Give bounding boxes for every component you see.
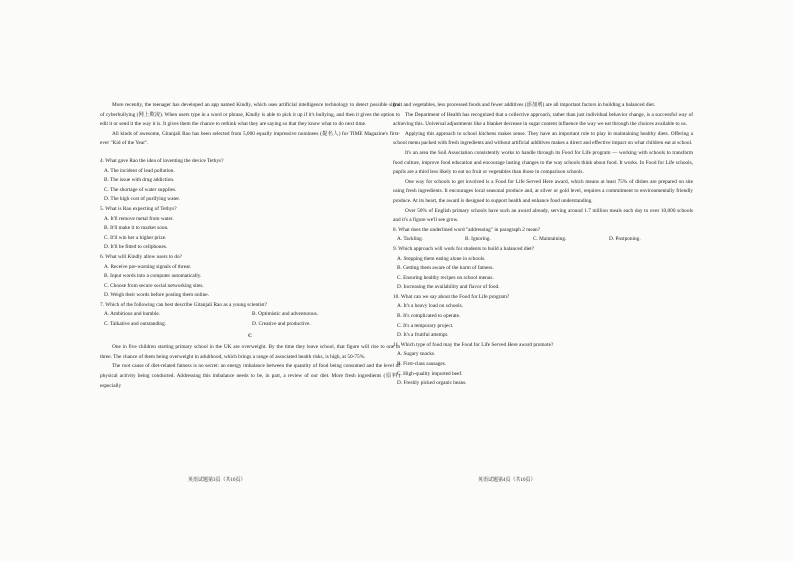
answer-option: D. It's a fruitful attempt. [397, 332, 449, 339]
answer-option: C. High-quality imported beef. [397, 370, 463, 377]
question-list [100, 157, 400, 301]
answer-option: C. It'll win her a higher prize. [104, 234, 167, 241]
answer-option: D. Weigh their words before posting them online. [104, 292, 209, 299]
question-stem: 6. What will Kindly allow users to do? [100, 253, 182, 260]
answer-option: A. The incident of lead pollution. [104, 167, 175, 174]
passage-paragraph: It's an area the Soil Association consistently works to handle through its Food for Life program — working with schools to transform food culture, improve food education and encourage lasting changes to the way schools think about food. It works. In Food for Life schools, pupils are a third less likely to eat no fruit or vegetables than those in comparison schools. [393, 149, 693, 176]
question-block [100, 301, 400, 330]
passage-paragraph: Over 50% of English primary schools have such an award already, serving around 1.7 million meals each day to over 10,000 schools and it's a figure we'll see grow. [393, 207, 693, 224]
page-footer: 英语试题第4页（共10页） [478, 478, 536, 483]
section-heading: C [248, 332, 252, 339]
passage-paragraph: Applying this approach to school kitchens makes sense. They have an important role to play in maintaining healthy diets. Offering a school menu packed with fresh ingredients and without artificial additives makes a direct and effective impact on what children eat at school. [393, 130, 693, 147]
question-block [100, 205, 400, 253]
answer-option: B. It'll make it to market soon. [104, 225, 169, 232]
answer-option: C. The shortage of water supplies. [104, 186, 177, 193]
answer-option: C. Ensuring healthy recipes on school menus. [397, 274, 494, 281]
question-stem: 8. What does the underlined word "addressing" in paragraph 2 mean? [393, 226, 541, 233]
answer-option: D. It'll be fitted to cellphones. [104, 244, 168, 251]
answer-option: B. Ignoring. [465, 236, 491, 243]
answer-option: A. Stopping them eating alone in schools. [397, 255, 486, 262]
answer-option: B. Getting them aware of the harm of fatness. [397, 265, 494, 272]
question-stem: 9. Which approach will work for students to build a balanced diet? [393, 245, 535, 252]
answer-option: B. It's complicated to operate. [397, 313, 461, 320]
answer-option: C. It's a temporary project. [397, 322, 454, 329]
question-stem: 7. Which of the following can best describe Gitanjali Rao as a young scientist? [100, 301, 268, 308]
question-block [100, 253, 400, 301]
question-list [393, 245, 693, 389]
passage-paragraph: One in five children starting primary school in the UK are overweight. By the time they leave school, that figure will rise to one in three. The chance of them being overweight in adulthood, which brings a range of associated health risks, is high, at 50-75%. [100, 344, 400, 360]
answer-option: A. Receive pre-warning signals of threat. [104, 263, 192, 270]
answer-option: D. The high cost of purifying water. [104, 196, 181, 203]
answer-option: B. Input words into a computer automatically. [104, 273, 202, 280]
passage-paragraph: One way for schools to get involved is a Food for Life Served Here award, which means at least 75% of dishes are prepared on site using fresh ingredients. It encourages local seasonal produce and, at silver or gold level, requires a commitment to environmentally friendly produce. At its heart, the award is designed to support health and enhance food understanding. [393, 178, 693, 204]
left-page [100, 0, 400, 391]
right-page [393, 0, 693, 389]
question-block [100, 157, 400, 205]
answer-option: C. Choose from secure social networking sites. [104, 282, 204, 289]
passage-paragraph: fruit and vegetables, less processed foods and fewer additives (添加剂) are all important factors in building a balanced diet. [393, 102, 656, 108]
question-block [393, 293, 693, 341]
question-stem: 5. What is Rao expecting of Tethys? [100, 205, 177, 212]
answer-option: D. Freshly picked organic beans. [397, 380, 467, 387]
question-block [393, 341, 693, 389]
passage-paragraph: All kinds of awesome, Gitanjali Rao has been selected from 5,000 equally impressive nominees (提名人) for TIME Magazine's first-ever "Kid of the Year". [100, 130, 400, 147]
answer-option: C. Talkative and outstanding. [104, 321, 167, 328]
answer-option: C. Maintaining. [533, 236, 567, 243]
question-stem: 11. Which type of food may the Food for Life Served Here award promote? [393, 341, 554, 348]
answer-option: B. First-class sausages. [397, 361, 447, 368]
answer-option: B. Optimistic and adventurous. [252, 311, 319, 318]
answer-option: D. Increasing the availability and flavor of food. [397, 284, 500, 291]
passage-paragraph: The Department of Health has recognized that a collective approach, rather than just individual behavior change, is a successful way of achieving this. Universal adjustments like a blanket decrease in sugar content influence the way we eat through the choices available to us. [393, 111, 693, 128]
answer-option: D. Postponing. [609, 236, 641, 243]
answer-option: A. Sugary snacks. [397, 351, 436, 358]
question-block [393, 226, 693, 245]
answer-option: A. Tackling. [397, 236, 424, 243]
page-footer: 英语试题第3页（共10页） [188, 478, 246, 483]
answer-option: A. It'll remove metal from water. [104, 215, 174, 222]
answer-option: B. The issue with drug addiction. [104, 177, 175, 184]
question-stem: 10. What can we say about the Food for Life program? [393, 293, 510, 300]
answer-option: D. Creative and productive. [252, 321, 311, 328]
answer-option: A. It's a heavy load on schools. [397, 303, 463, 310]
question-block [393, 245, 693, 293]
question-stem: 4. What gave Rao the idea of inventing the device Tethys? [100, 157, 224, 164]
answer-option: A. Ambitious and humble. [104, 311, 161, 318]
passage-paragraph: The root cause of diet-related fatness is no secret: an energy imbalance between the quantity of food being consumed and the level of physical activity being conducted. Addressing this imbalance needs to be, in part, a review of our diet. More fresh ingredients (原料) especially [100, 363, 400, 389]
passage-paragraph: More recently, the teenager has developed an app named Kindly, which uses artificial intelligence technology to detect possible signs of cyberbullying (网上欺凌). When users type in a word or phrase, Kindly is able to pick it up if it's bullying, and then it gives the option to edit it or send it the way it is. It gives them the chance to rethink what they are saying so that they know what to do next time. [100, 102, 400, 128]
